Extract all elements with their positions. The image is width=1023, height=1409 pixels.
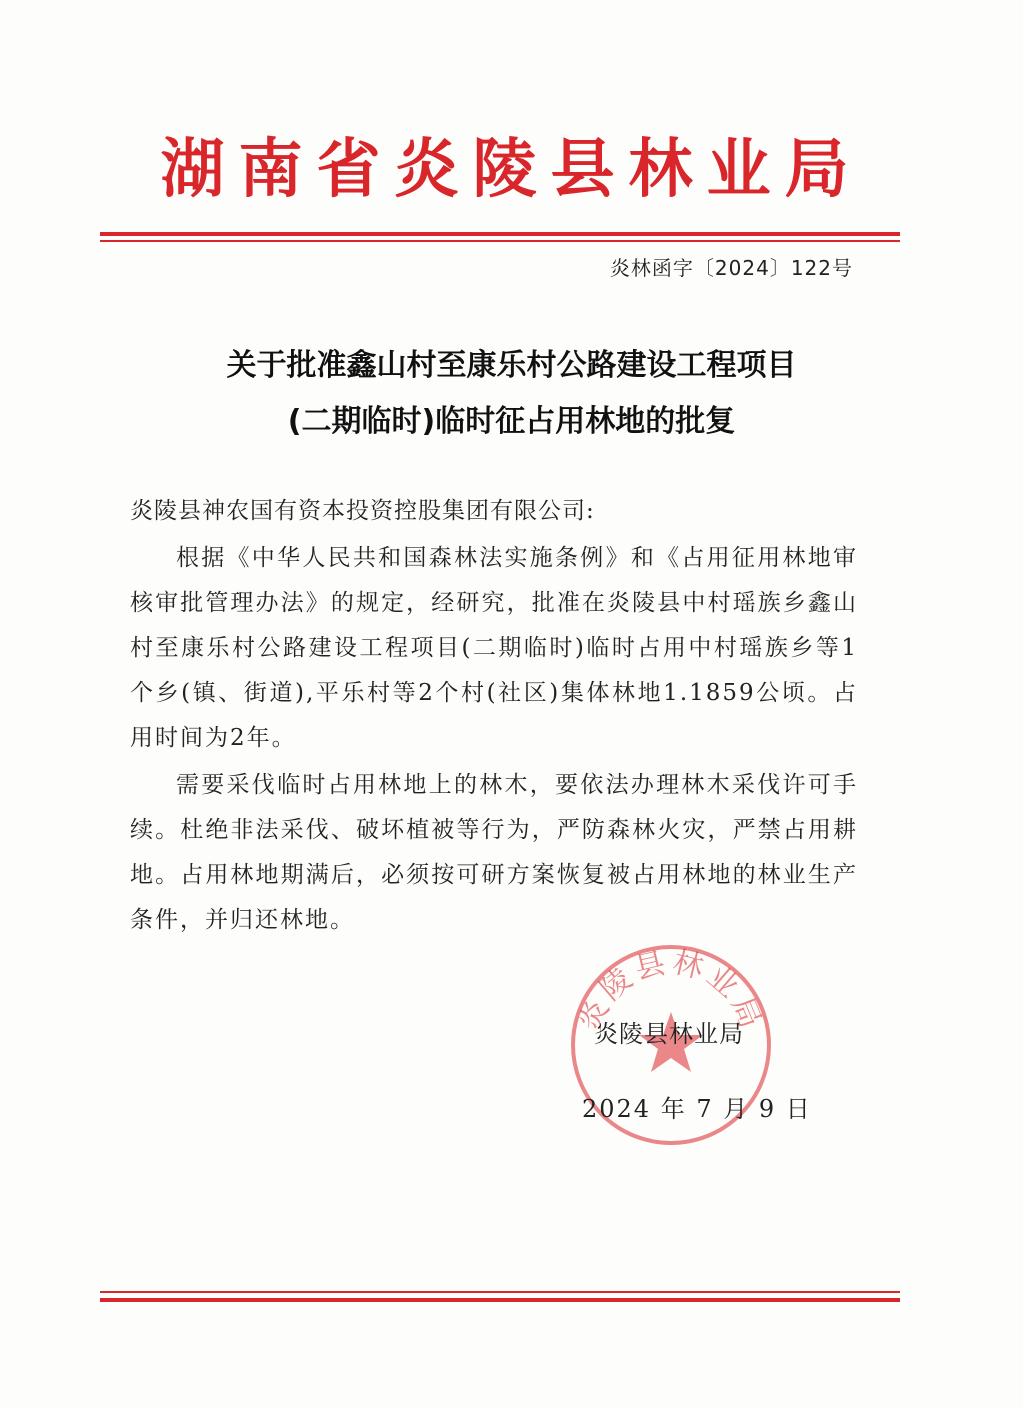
body-paragraph-1: 根据《中华人民共和国森林法实施条例》和《占用征用林地审核审批管理办法》的规定，经研究，批准在炎陵县中村瑶族乡鑫山村至康乐村公路建设工程项目(二期临时)临时占用中村瑶族乡等1个乡(镇、街道),平乐村等2个村(社区)集体林地1.1859公顷。占用时间为2年。 xyxy=(130,545,858,751)
doc-title-line2: (二期临时)临时征占用林地的批复 xyxy=(287,404,736,439)
seal-text: 炎陵县林业局 xyxy=(572,944,770,1037)
signature-org: 炎陵县林业局 xyxy=(594,1020,744,1048)
doc-title-line1: 关于批准鑫山村至康乐村公路建设工程项目 xyxy=(226,348,797,383)
header-rule-thick xyxy=(100,232,900,236)
footer-rule-thin xyxy=(100,1291,900,1293)
body-paragraph-2: 需要采伐临时占用林地上的林木，要依法办理林木采伐许可手续。杜绝非法采伐、破坏植被等行为，严防森林火灾，严禁占用耕地。占用林地期满后，必须按可研方案恢复被占用林地的林业生产条件，并归还林地。 xyxy=(130,772,858,933)
footer-rule-thick xyxy=(100,1298,900,1302)
signature-date: 2024 年 7 月 9 日 xyxy=(582,1095,812,1123)
doc-title xyxy=(100,338,923,450)
recipient: 炎陵县神农国有资本投资控股集团有限公司: xyxy=(130,498,595,524)
org-title: 湖南省炎陵县林业局 xyxy=(160,132,863,207)
doc-number: 炎林函字〔2024〕122号 xyxy=(609,256,853,280)
header-rule-thin xyxy=(100,240,900,242)
